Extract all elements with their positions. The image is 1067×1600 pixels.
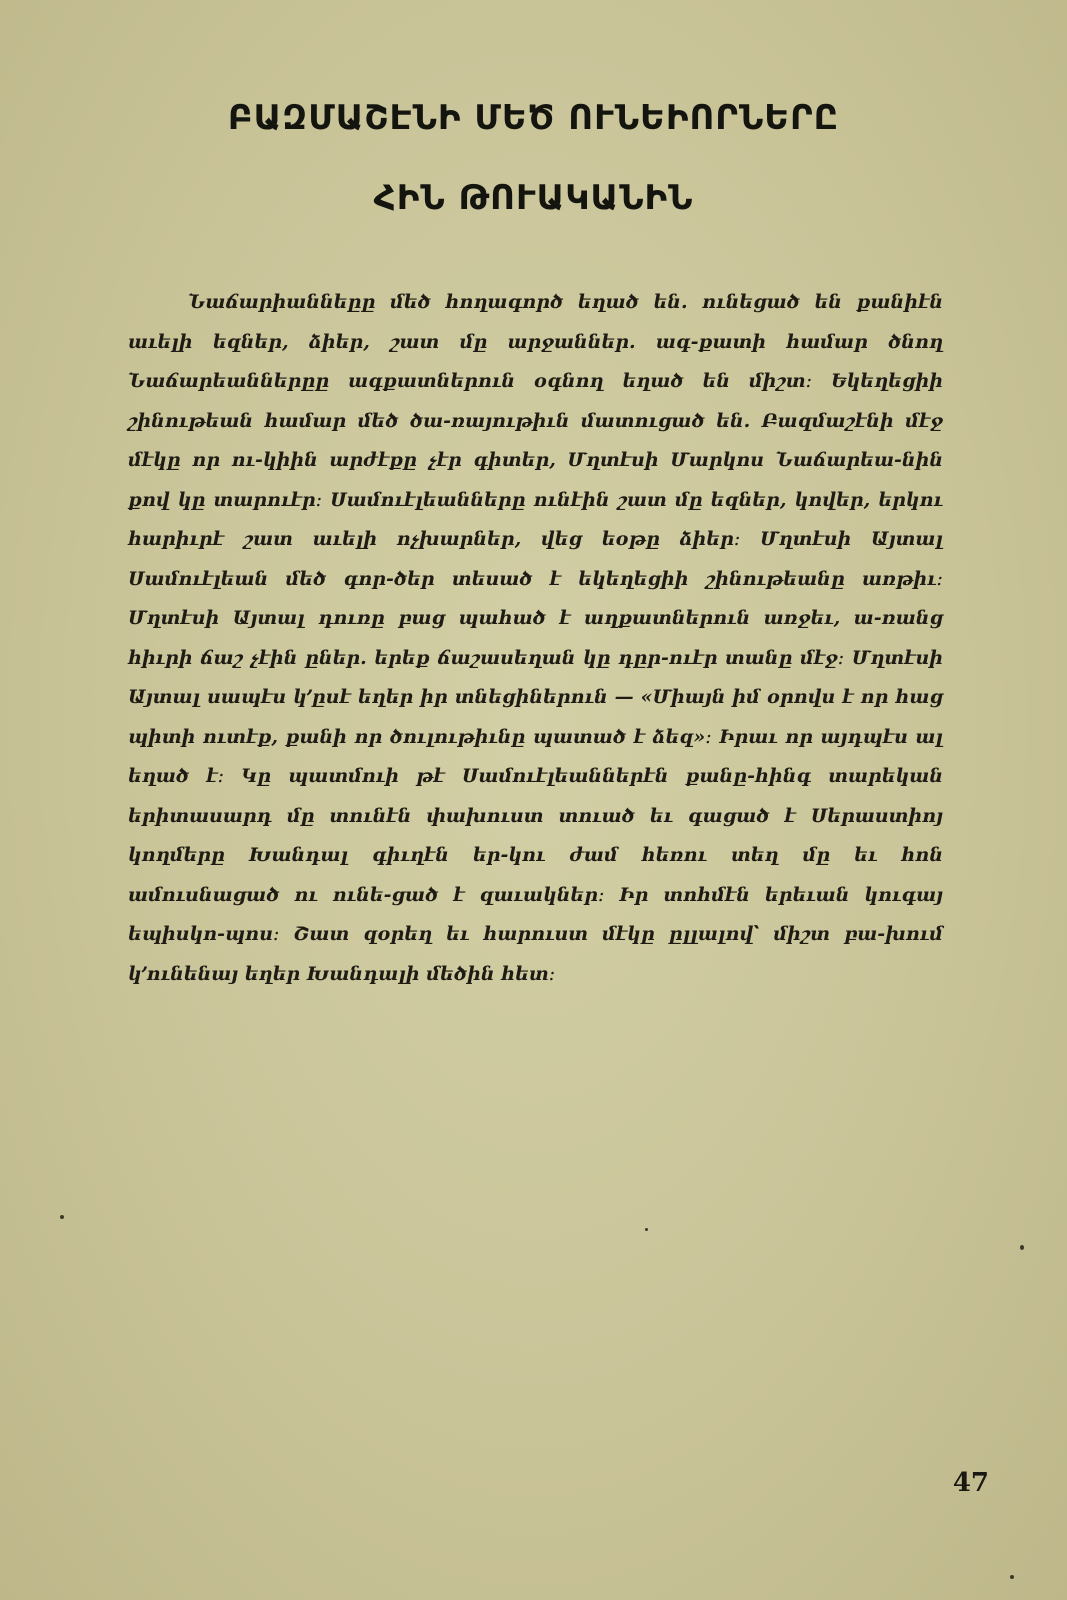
paper-speck <box>60 1215 64 1219</box>
paper-speck <box>1020 1245 1024 1250</box>
chapter-title-line-1: ԲԱԶՄԱՇԷՆԻ ՄԵԾ ՈՒՆԵԻՈՐՆԵՐԸ <box>227 98 840 138</box>
page-number: 47 <box>952 1468 989 1498</box>
body-paragraph: Նաճարիաննեըը մեծ հողագործ եղած են. ունեցած են քանիէն աւելի եզներ, ձիեր, շատ մը արջաններ. ագ-քատի համար ծնող Նաճարեաններըը ագքատներուն օգնող եղած են միշտ։ Եկեղեցիի շինութեան համար մեծ ծա-ռայութիւն մատուցած են. Բազմաշէնի մէջ մէկը որ ու-կիին արժէքը չէր գիտեր, Մղտէսի Մարկոս Նաճարեա-նին քով կը տարուէր։ Սամուէլեանները ունէին շատ մը եզներ, կովեր, երկու հարիւրէ շատ աւելի ոչխարներ, վեց եօթը ձիեր։ Մղտէսի Այտալ Սամուէլեան մեծ գոր-ծեր տեսած է եկեղեցիի շինութեանը առթիւ։ Մղտէսի Այտալ դուռը բաց պահած է աղքատներուն առջեւ, ա-ռանց հիւրի ճաշ չէին ըներ. երեք ճաշասեղան կը դըր-ուէր տանը մէջ։ Մղտէսի Այտալ սապէս կ՚ըսէ եղեր իր տնեցիներուն — «Միայն իմ օրովս է որ հաց պիտի ուտէք, քանի որ ծուլութիւնը պատած է ձեզ»։ Իրաւ որ այդպէս ալ եղած է։ Կը պատմուի թէ Սամուէլեաններէն քանը-հինգ տարեկան երիտասարդ մը տունէն փախուստ տուած եւ գացած է Սերաստիոյ կողմերը Խանդալ գիւղէն եր-կու ժամ հեռու տեղ մը եւ հոն ամուսնացած ու ունե-ցած է զաւակներ։ Իր տոհմէն երեւան կուգայ եպիսկո-պոս։ Շատ զօրեղ եւ հարուստ մէկը ըլլալով՝ միշտ բա-խում կ՚ունենայ եղեր Խանդալի մեծին հետ։ <box>128 291 943 985</box>
paper-speck <box>645 1228 648 1231</box>
paper-speck <box>1010 1575 1014 1579</box>
chapter-title-line-2: ՀԻՆ ԹՈՒԱԿԱՆԻՆ <box>373 178 694 218</box>
